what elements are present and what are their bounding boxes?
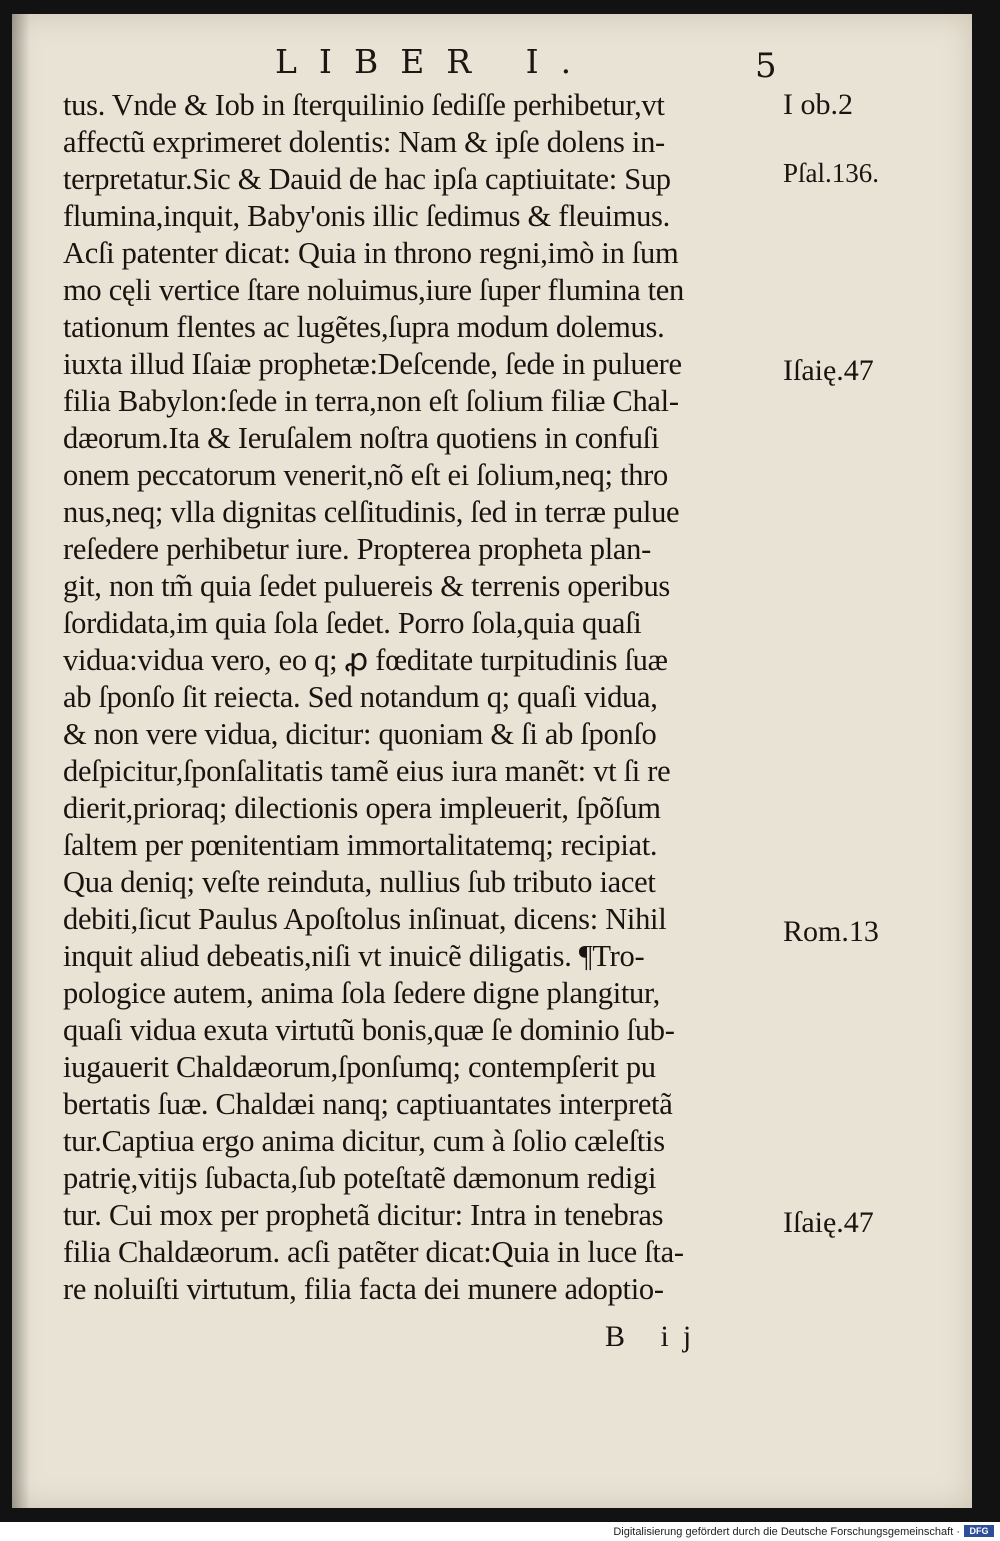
text-line: Qua deniq; veſte reinduta, nullius ſub tributo iacet: [63, 865, 656, 899]
text-line: re noluiſti virtutum, filia facta dei munere adoptio-: [63, 1272, 664, 1306]
text-line: dierit,prioraq; dilectionis opera impleuerit, ſpõſum: [63, 791, 661, 825]
text-line: patrię,vitijs ſubacta,ſub poteſtatẽ dæmonum redigi: [63, 1161, 657, 1195]
page-gutter-shadow: [12, 14, 30, 1508]
margin-note-isaiah-1: Iſaię.47: [783, 354, 874, 387]
text-line: filia Babylon:ſede in terra,non eſt ſolium filiæ Chal-: [63, 384, 679, 418]
text-line: ſaltem per pœnitentiam immortalitatemq; recipiat.: [63, 828, 658, 862]
text-line: tationum flentes ac lugẽtes,ſupra modum dolemus.: [63, 310, 665, 344]
footer-credit: Digitalisierung gefördert durch die Deutsche Forschungsgemeinschaft ·: [613, 1526, 960, 1538]
footer-bar: [0, 1522, 1000, 1541]
text-line: vidua:vidua vero, eo q; ꝓ fœditate turpitudinis ſuæ: [63, 643, 668, 677]
margin-note-romans: Rom.13: [783, 915, 879, 948]
text-line: dæorum.Ita & Ieruſalem noſtra quotiens in confuſi: [63, 421, 660, 455]
text-line: ſordidata,im quia ſola ſedet. Porro ſola,quia quaſi: [63, 606, 642, 640]
text-line: nus,neq; vlla dignitas celſitudinis, ſed in terræ pulue: [63, 495, 680, 529]
text-line: git, non tm̃ quia ſedet puluereis & terrenis operibus: [63, 569, 670, 603]
margin-note-isaiah-2: Iſaię.47: [783, 1206, 874, 1239]
body-text: [63, 87, 783, 1308]
text-line: quaſi vidua exuta virtutũ bonis,quæ ſe dominio ſub-: [63, 1013, 675, 1047]
running-head: [0, 40, 1000, 90]
margin-note-psalm: Pſal.136.: [783, 158, 880, 188]
text-line: iuxta illud Iſaiæ prophetæ:Deſcende, ſede in puluere: [63, 347, 682, 381]
text-line: onem peccatorum venerit,nõ eſt ei ſolium,neq; thro: [63, 458, 668, 492]
text-line: bertatis ſuæ. Chaldæi nanq; captiuantates interpretã: [63, 1087, 673, 1121]
text-line: iugauerit Chaldæorum,ſponſumq; contempſerit pu: [63, 1050, 656, 1084]
text-line: ab ſponſo ſit reiecta. Sed notandum q; quaſi vidua,: [63, 680, 658, 714]
margin-note-job: I ob.2: [783, 88, 853, 121]
text-line: reſedere perhibetur iure. Propterea propheta plan-: [63, 532, 651, 566]
dfg-logo: DFG: [964, 1525, 994, 1537]
text-line: pologice autem, anima ſola ſedere digne plangitur,: [63, 976, 660, 1010]
text-line: terpretatur.Sic & Dauid de hac ipſa captiuitate: Sup: [63, 162, 671, 196]
text-line: deſpicitur,ſponſalitatis tamẽ eius iura manẽt: vt ſi re: [63, 754, 671, 788]
text-line: Acſi patenter dicat: Quia in throno regni,imò in ſum: [63, 236, 679, 270]
text-line: filia Chaldæorum. acſi patẽter dicat:Quia in luce ſta-: [63, 1235, 684, 1269]
text-line: inquit aliud debeatis,niſi vt inuicẽ diligatis. ¶Tro-: [63, 939, 645, 973]
text-line: affectũ exprimeret dolentis: Nam & ipſe dolens in-: [63, 125, 665, 159]
signature-mark: B ij: [605, 1320, 706, 1353]
page-number: 5: [755, 46, 777, 86]
text-line: mo cęli vertice ſtare noluimus,iure ſuper flumina ten: [63, 273, 684, 307]
text-line: tus. Vnde & Iob in ſterquilinio ſediſſe perhibetur,vt: [63, 88, 665, 122]
text-line: tur. Cui mox per prophetã dicitur: Intra in tenebras: [63, 1198, 664, 1232]
text-line: debiti,ſicut Paulus Apoſtolus inſinuat, dicens: Nihil: [63, 902, 667, 936]
text-line: & non vere vidua, dicitur: quoniam & ſi ab ſponſo: [63, 717, 657, 751]
running-head-title: LIBER I.: [275, 42, 594, 81]
text-line: flumina,inquit, Baby'onis illic ſedimus & fleuimus.: [63, 199, 670, 233]
text-line: tur.Captiua ergo anima dicitur, cum à ſolio cæleſtis: [63, 1124, 665, 1158]
